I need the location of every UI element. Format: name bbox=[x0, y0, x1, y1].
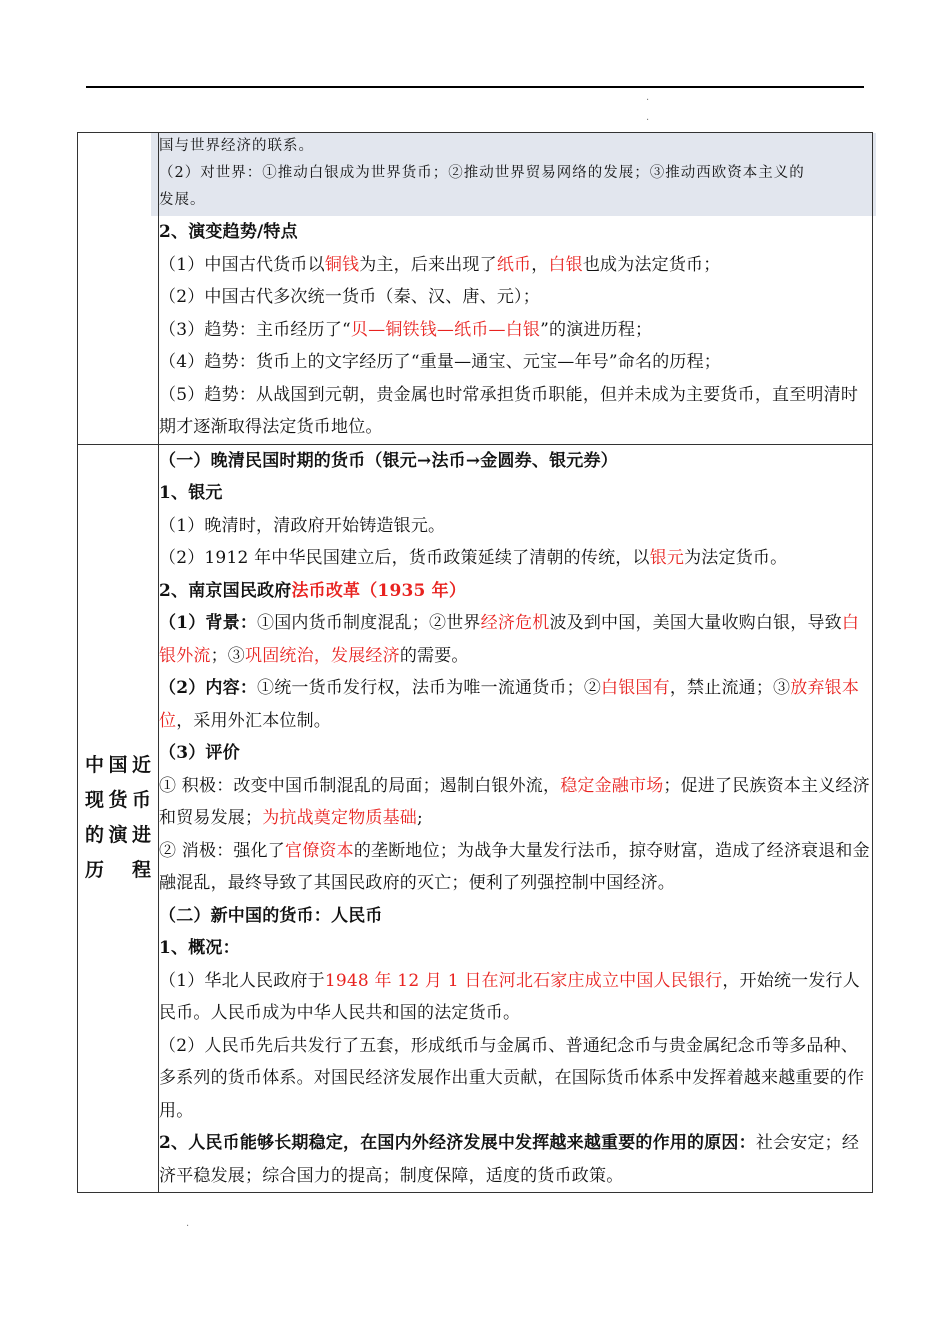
paragraph: （1）中国古代货币以铜钱为主，后来出现了纸币，白银也成为法定货币； bbox=[159, 254, 721, 275]
paragraph: （4）趋势：货币上的文字经历了“重量—通宝、元宝—年号”命名的历程； bbox=[159, 352, 721, 372]
table-row bbox=[78, 133, 873, 445]
side-title: 中国近现货币的演进历程 bbox=[85, 754, 151, 882]
subheading: 1、银元 bbox=[159, 483, 223, 503]
section-heading: 2、演变趋势/特点 bbox=[159, 222, 298, 242]
gray-line: 发展。 bbox=[159, 192, 206, 208]
side-cell-empty bbox=[78, 133, 159, 445]
mark-dot: . bbox=[186, 1218, 190, 1229]
paragraph: （3）趋势：主币经历了“贝—铜铁钱—纸币—白银”的演进历程； bbox=[159, 319, 653, 340]
side-cell bbox=[78, 444, 159, 1193]
paragraph: （5）趋势：从战国到元朝，贵金属也时常承担货币职能，但并未成为主要货币，直至明清时期才逐渐取得法定货币地位。 bbox=[159, 384, 859, 437]
paragraph: （2）内容：①统一货币发行权，法币为唯一流通货币；②白银国有，禁止流通；③放弃银本位，采用外汇本位制。 bbox=[159, 678, 860, 731]
table-row bbox=[78, 444, 873, 1193]
paragraph: （2）人民币先后共发行了五套，形成纸币与金属币、普通纪念币与贵金属纪念币等多品种、多系列的货币体系。对国民经济发展作出重大贡献，在国际货币体系中发挥着越来越重要的作用。 bbox=[159, 1035, 865, 1121]
gray-line: 国与世界经济的联系。 bbox=[159, 138, 314, 154]
paragraph: （2）中国古代多次统一货币（秦、汉、唐、元）； bbox=[159, 287, 540, 307]
paragraph: 2、人民币能够长期稳定，在国内外经济发展中发挥越来越重要的作用的原因：社会安定；经济平稳发展；综合国力的提高；制度保障，适度的货币政策。 bbox=[159, 1133, 860, 1186]
subheading: （3）评价 bbox=[159, 743, 240, 763]
paragraph: （1）背景：①国内货币制度混乱；②世界经济危机波及到中国，美国大量收购白银，导致白银外流；③巩固统治，发展经济的需要。 bbox=[159, 613, 860, 666]
header-rule bbox=[86, 86, 864, 88]
paragraph: ② 消极：强化了官僚资本的垄断地位；为战争大量发行法币，掠夺财富，造成了经济衰退和金融混乱，最终导致了其国民政府的灭亡；便利了列强控制中国经济。 bbox=[159, 840, 870, 893]
subheading: 2、南京国民政府法币改革（1935 年） bbox=[159, 580, 467, 601]
section-heading: （一）晚清民国时期的货币（银元→法币→金圆券、银元券） bbox=[159, 450, 618, 471]
content-cell-bottom bbox=[159, 444, 873, 1193]
paragraph: ① 积极：改变中国币制混乱的局面；遏制白银外流，稳定金融市场；促进了民族资本主义经济和贸易发展；为抗战奠定物质基础; bbox=[159, 775, 870, 828]
paragraph: （2）1912 年中华民国建立后，货币政策延续了清朝的传统，以银元为法定货币。 bbox=[159, 548, 788, 568]
gray-highlight-block bbox=[151, 133, 876, 216]
section-heading: （二）新中国的货币：人民币 bbox=[159, 905, 383, 926]
content-table bbox=[77, 132, 873, 1193]
content-cell-top bbox=[159, 133, 873, 445]
paragraph: （1）晚清时，清政府开始铸造银元。 bbox=[159, 515, 446, 536]
mark-dot: . bbox=[646, 92, 650, 103]
mark-dot: . bbox=[646, 112, 650, 123]
gray-line: （2）对世界：①推动白银成为世界货币；②推动世界贸易网络的发展；③推动西欧资本主义的 bbox=[159, 165, 805, 181]
subheading: 1、概况： bbox=[159, 938, 240, 958]
paragraph: （1）华北人民政府于1948 年 12 月 1 日在河北石家庄成立中国人民银行，开始统一发行人民币。人民币成为中华人民共和国的法定货币。 bbox=[159, 970, 860, 1023]
